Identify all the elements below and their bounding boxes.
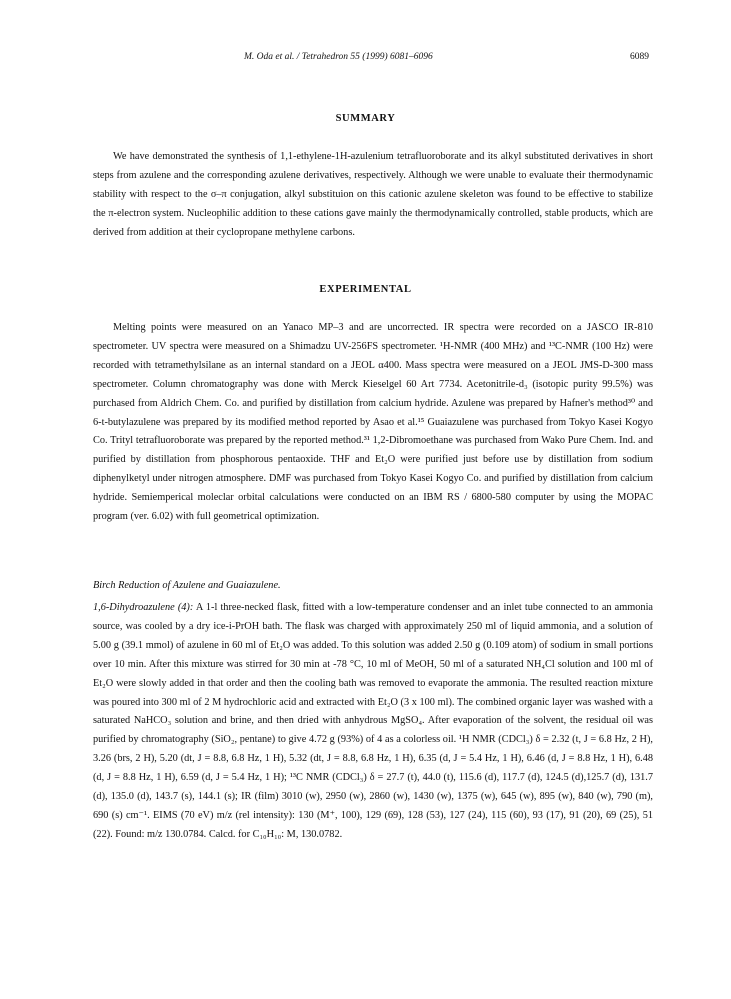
summary-heading: SUMMARY bbox=[335, 113, 396, 124]
page-number: 6089 bbox=[630, 52, 649, 62]
experimental-paragraph bbox=[93, 319, 653, 527]
birch-procedure-text: A 1-l three-necked flask, fitted with a low-temperature condenser and an inlet tube connected to an ammonia source, was cooled by a dry ice-i-PrOH bath. The flask was charged with approximately 250 ml of liquid ammonia, and a solution of 5.00 g (39.1 mmol) of azulene in 60 ml of Et₂O was added. To this solution was added 2.50 g (0.109 atom) of sodium in small portions over 10 min. After this mixture was stirred for 30 min at -78 °C, 10 ml of MeOH, 50 ml of a saturated NH₄Cl solution and 100 ml of Et₂O were slowly added in that order and then the cooling bath was removed to evaporate the ammonia. The resulted reaction mixture was poured into 300 ml of 2 M hydrochloric acid and extracted with Et₂O (3 x 100 ml). The combined organic layer was washed with a saturated NaHCO₃ solution and brine, and then dried with anhydrous MgSO₄. After evaporation of the solvent, the residual oil was purified by chromatography (SiO₂, pentane) to give 4.72 g (93%) of 4 as a colorless oil. ¹H NMR (CDCl₃) δ = 2.32 (t, J = 6.8 Hz, 2 H), 3.26 (brs, 2 H), 5.20 (dt, J = 8.8, 6.8 Hz, 1 H), 5.32 (dt, J = 8.8, 6.8 Hz, 1 H), 6.35 (d, J = 5.4 Hz, 1 H), 6.46 (d, J = 8.8 Hz, 1 H), 6.48 (d, J = 8.8 Hz, 1 H), 6.59 (d, J = 5.4 Hz, 1 H); ¹³C NMR (CDCl₃) δ = 27.7 (t), 44.0 (t), 115.6 (d), 117.7 (d), 124.5 (d),125.7 (d), 131.7 (d), 135.0 (d), 143.7 (s), 144.1 (s); IR (film) 3010 (w), 2950 (w), 2860 (w), 1430 (w), 1375 (w), 645 (w), 895 (w), 840 (w), 790 (m), 690 (s) cm⁻¹. EIMS (70 eV) m/z (rel intensity): 130 (M⁺, 100), 129 (69), 128 (53), 127 (24), 115 (60), 93 (17), 91 (20), 69 (25), 51 (22). Found: m/z 130.0784. Calcd. for C₁₀H₁₀: M, 130.0782. bbox=[93, 602, 653, 840]
experimental-heading: EXPERIMENTAL bbox=[319, 284, 412, 295]
summary-paragraph bbox=[93, 148, 653, 243]
summary-text: We have demonstrated the synthesis of 1,1-ethylene-1H-azulenium tetrafluoroborate and its alkyl substituted derivatives in short steps from azulene and the corresponding azulene derivatives, respectively. Although we were unable to evaluate their thermodynamic stability with respect to the σ–π conjugation, alkyl substituion on this cationic azulene skeleton was found to be effective to stabilize the π-electron system. Nucleophilic addition to these cations gave mainly the thermodynamically controlled, stable products, which are derived from addition at their cyclopropane methylene carbons. bbox=[93, 151, 653, 238]
experimental-text: Melting points were measured on an Yanaco MP–3 and are uncorrected. IR spectra were recorded on a JASCO IR-810 spectrometer. UV spectra were measured on a Shimadzu UV-256FS spectrometer. ¹H-NMR (400 MHz) and ¹³C-NMR (100 Hz) were recorded with tetramethylsilane as an internal standard on a JEOL α400. Mass spectra were measured on a JEOL JMS-D-300 mass spectrometer. Column chromatography was done with Merck Kieselgel 60 Art 7734. Acetonitrile-d₃ (isotopic purity 99.5%) was purchased from Aldrich Chem. Co. and purified by distillation from calcium hydride. Azulene was prepared by Hafner's method³⁰ and 6-t-butylazulene was prepared by its modified method reported by Asao et al.¹⁵ Guaiazulene was purchased from Tokyo Kasei Kogyo Co. Trityl tetrafluoroborate was prepared by the reported method.³¹ 1,2-Dibromoethane was purchased from Wako Pure Chem. Ind. and purified by distillation from phosphorous pentaoxide. THF and Et₂O were purified just before use by distillation from sodium diphenylketyl under nitrogen atmosphere. DMF was purchased from Tokyo Kasei Kogyo Co. and purified by distillation from calcium hydride. Semiemperical moleclar orbital calculations were conducted on an IBM RS / 6800-580 computer by using the MOPAC program (ver. 6.02) with full geometrical optimization. bbox=[93, 322, 653, 523]
running-head: M. Oda et al. / Tetrahedron 55 (1999) 6081–6096 bbox=[244, 52, 433, 62]
compound-title: 1,6-Dihydroazulene (4): bbox=[93, 602, 194, 613]
birch-reduction-heading: Birch Reduction of Azulene and Guaiazulene. bbox=[93, 580, 281, 591]
birch-procedure-paragraph bbox=[93, 599, 653, 845]
